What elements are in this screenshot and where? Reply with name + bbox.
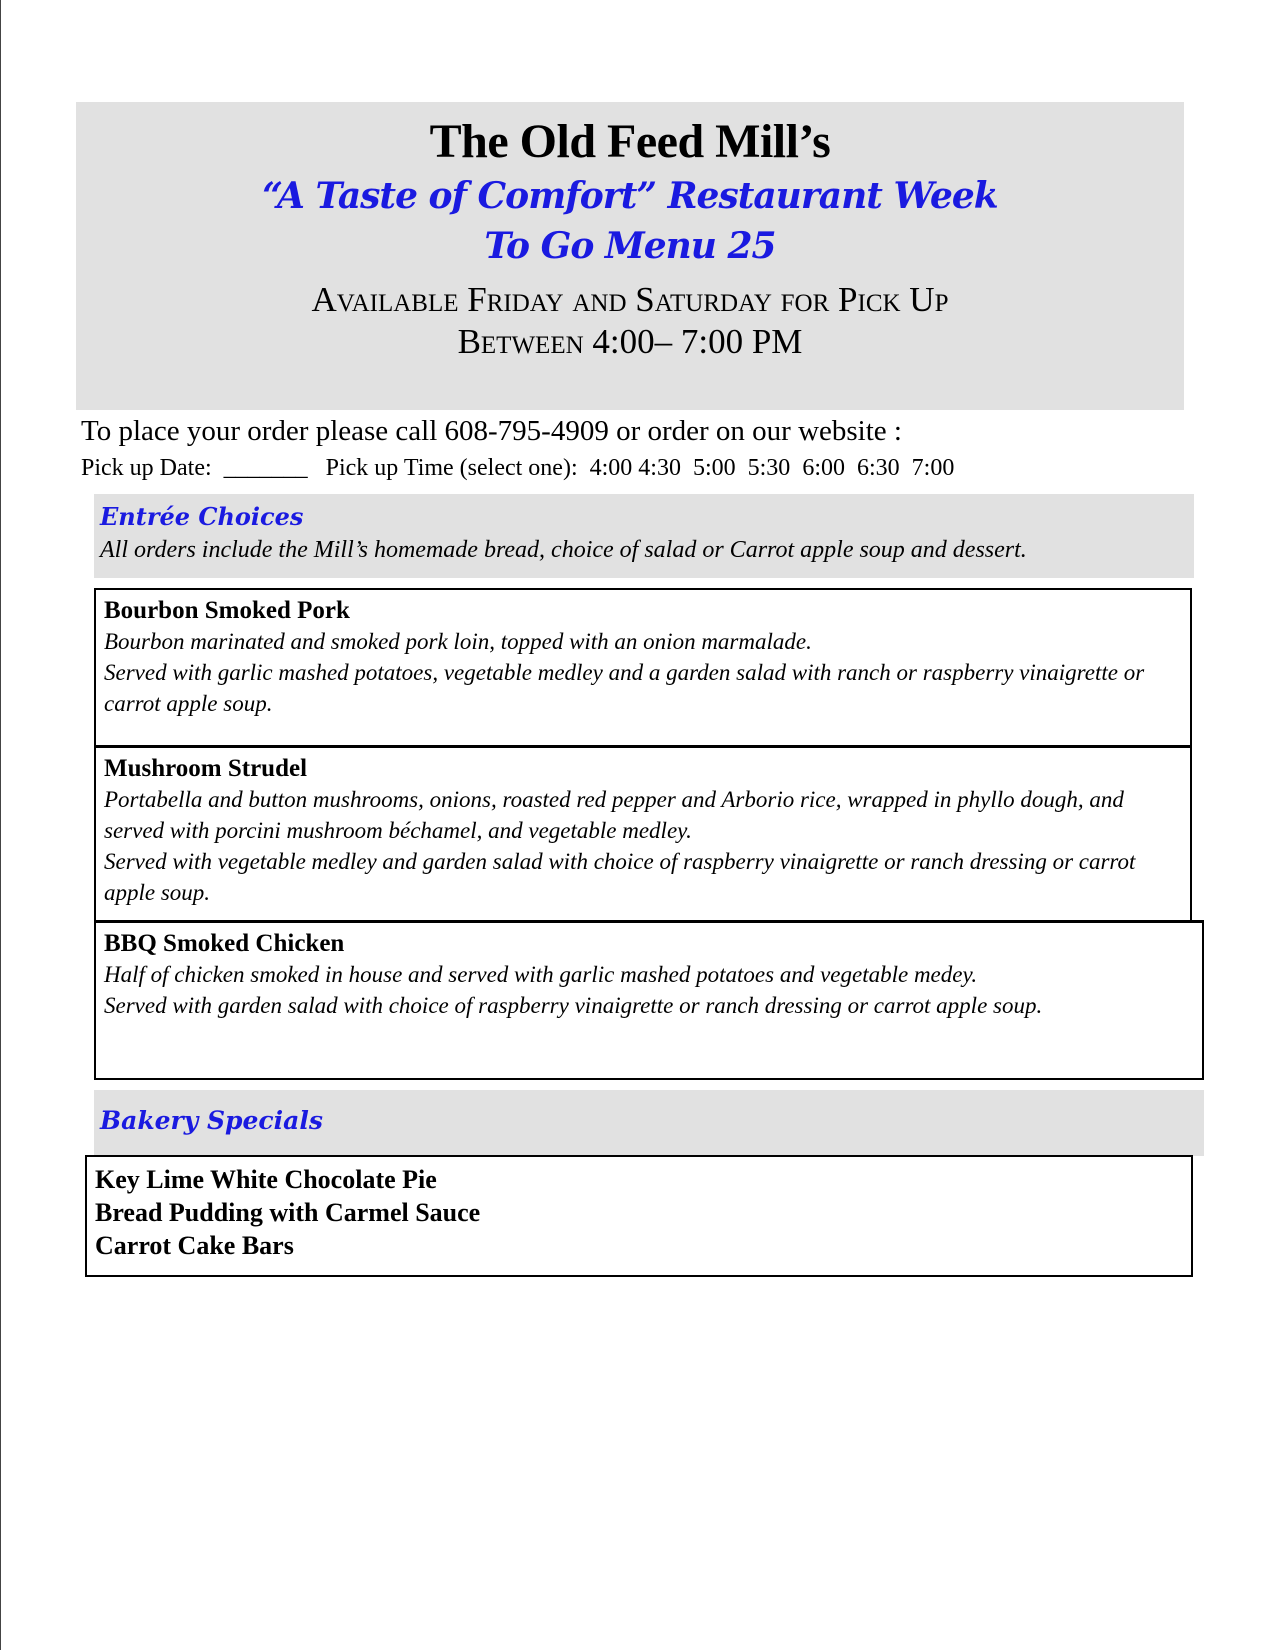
entree-note: All orders include the Mill’s homemade bread, choice of salad or Carrot apple soup and dessert. <box>100 537 1027 563</box>
restaurant-title: The Old Feed Mill’s <box>429 115 831 168</box>
time-option[interactable]: 6:00 <box>802 455 845 481</box>
bakery-list <box>85 1155 1193 1277</box>
entree-section-header <box>94 494 1194 578</box>
bakery-item: Key Lime White Chocolate Pie <box>95 1165 437 1194</box>
entree-item <box>94 745 1192 922</box>
entree-item <box>94 920 1204 1080</box>
dish-name: Mushroom Strudel <box>104 755 308 782</box>
pickup-line <box>81 455 954 482</box>
time-option[interactable]: 5:30 <box>747 455 791 481</box>
bakery-item: Carrot Cake Bars <box>95 1231 294 1260</box>
entree-section-title: Entrée Choices <box>100 502 304 531</box>
time-option[interactable]: 5:00 <box>692 455 736 481</box>
pickup-date-label: Pick up Date: <box>81 455 212 481</box>
dish-description: Portabella and button mushrooms, onions, roasted red pepper and Arborio rice, wrapped in phyllo dough, and served with porcini mushroom béchamel, and vegetable medley. <box>104 787 1124 843</box>
availability-text: Available Friday and Saturday for Pick Up <box>311 280 949 319</box>
bakery-item: Bread Pudding with Carmel Sauce <box>95 1198 481 1227</box>
time-option[interactable]: 6:30 <box>856 455 900 481</box>
bakery-section-title: Bakery Specials <box>100 1106 323 1135</box>
dish-sides: Served with vegetable medley and garden salad with choice of raspberry vinaigrette or ranch dressing or carrot apple soup. <box>104 849 1136 905</box>
dish-name: Bourbon Smoked Pork <box>104 597 350 624</box>
hours-text: Between 4:00– 7:00 PM <box>457 322 803 361</box>
pickup-time-label: Pick up Time (select one): <box>325 455 578 481</box>
time-option[interactable]: 7:00 <box>911 455 955 481</box>
order-instructions: To place your order please call 608-795-4909 or order on our website : <box>81 415 902 447</box>
dish-description: Half of chicken smoked in house and served with garlic mashed potatoes and vegetable medey. <box>104 962 978 987</box>
pickup-date-blank[interactable]: _______ <box>223 455 308 481</box>
dish-name: BBQ Smoked Chicken <box>104 930 345 957</box>
bakery-section-header <box>94 1090 1204 1156</box>
menu-header <box>76 102 1184 410</box>
entree-item <box>94 588 1192 747</box>
event-subtitle: “A Taste of Comfort” Restaurant Week <box>262 175 998 217</box>
menu-name: To Go Menu 25 <box>484 225 776 267</box>
dish-sides: Served with garden salad with choice of raspberry vinaigrette or ranch dressing or carrot apple soup. <box>104 993 1043 1018</box>
time-option[interactable]: 4:30 <box>638 455 681 481</box>
dish-sides: Served with garlic mashed potatoes, vegetable medley and a garden salad with ranch or raspberry vinaigrette or carrot apple soup. <box>104 660 1145 716</box>
time-option[interactable]: 4:00 <box>589 455 633 481</box>
dish-description: Bourbon marinated and smoked pork loin, topped with an onion marmalade. <box>104 629 812 654</box>
